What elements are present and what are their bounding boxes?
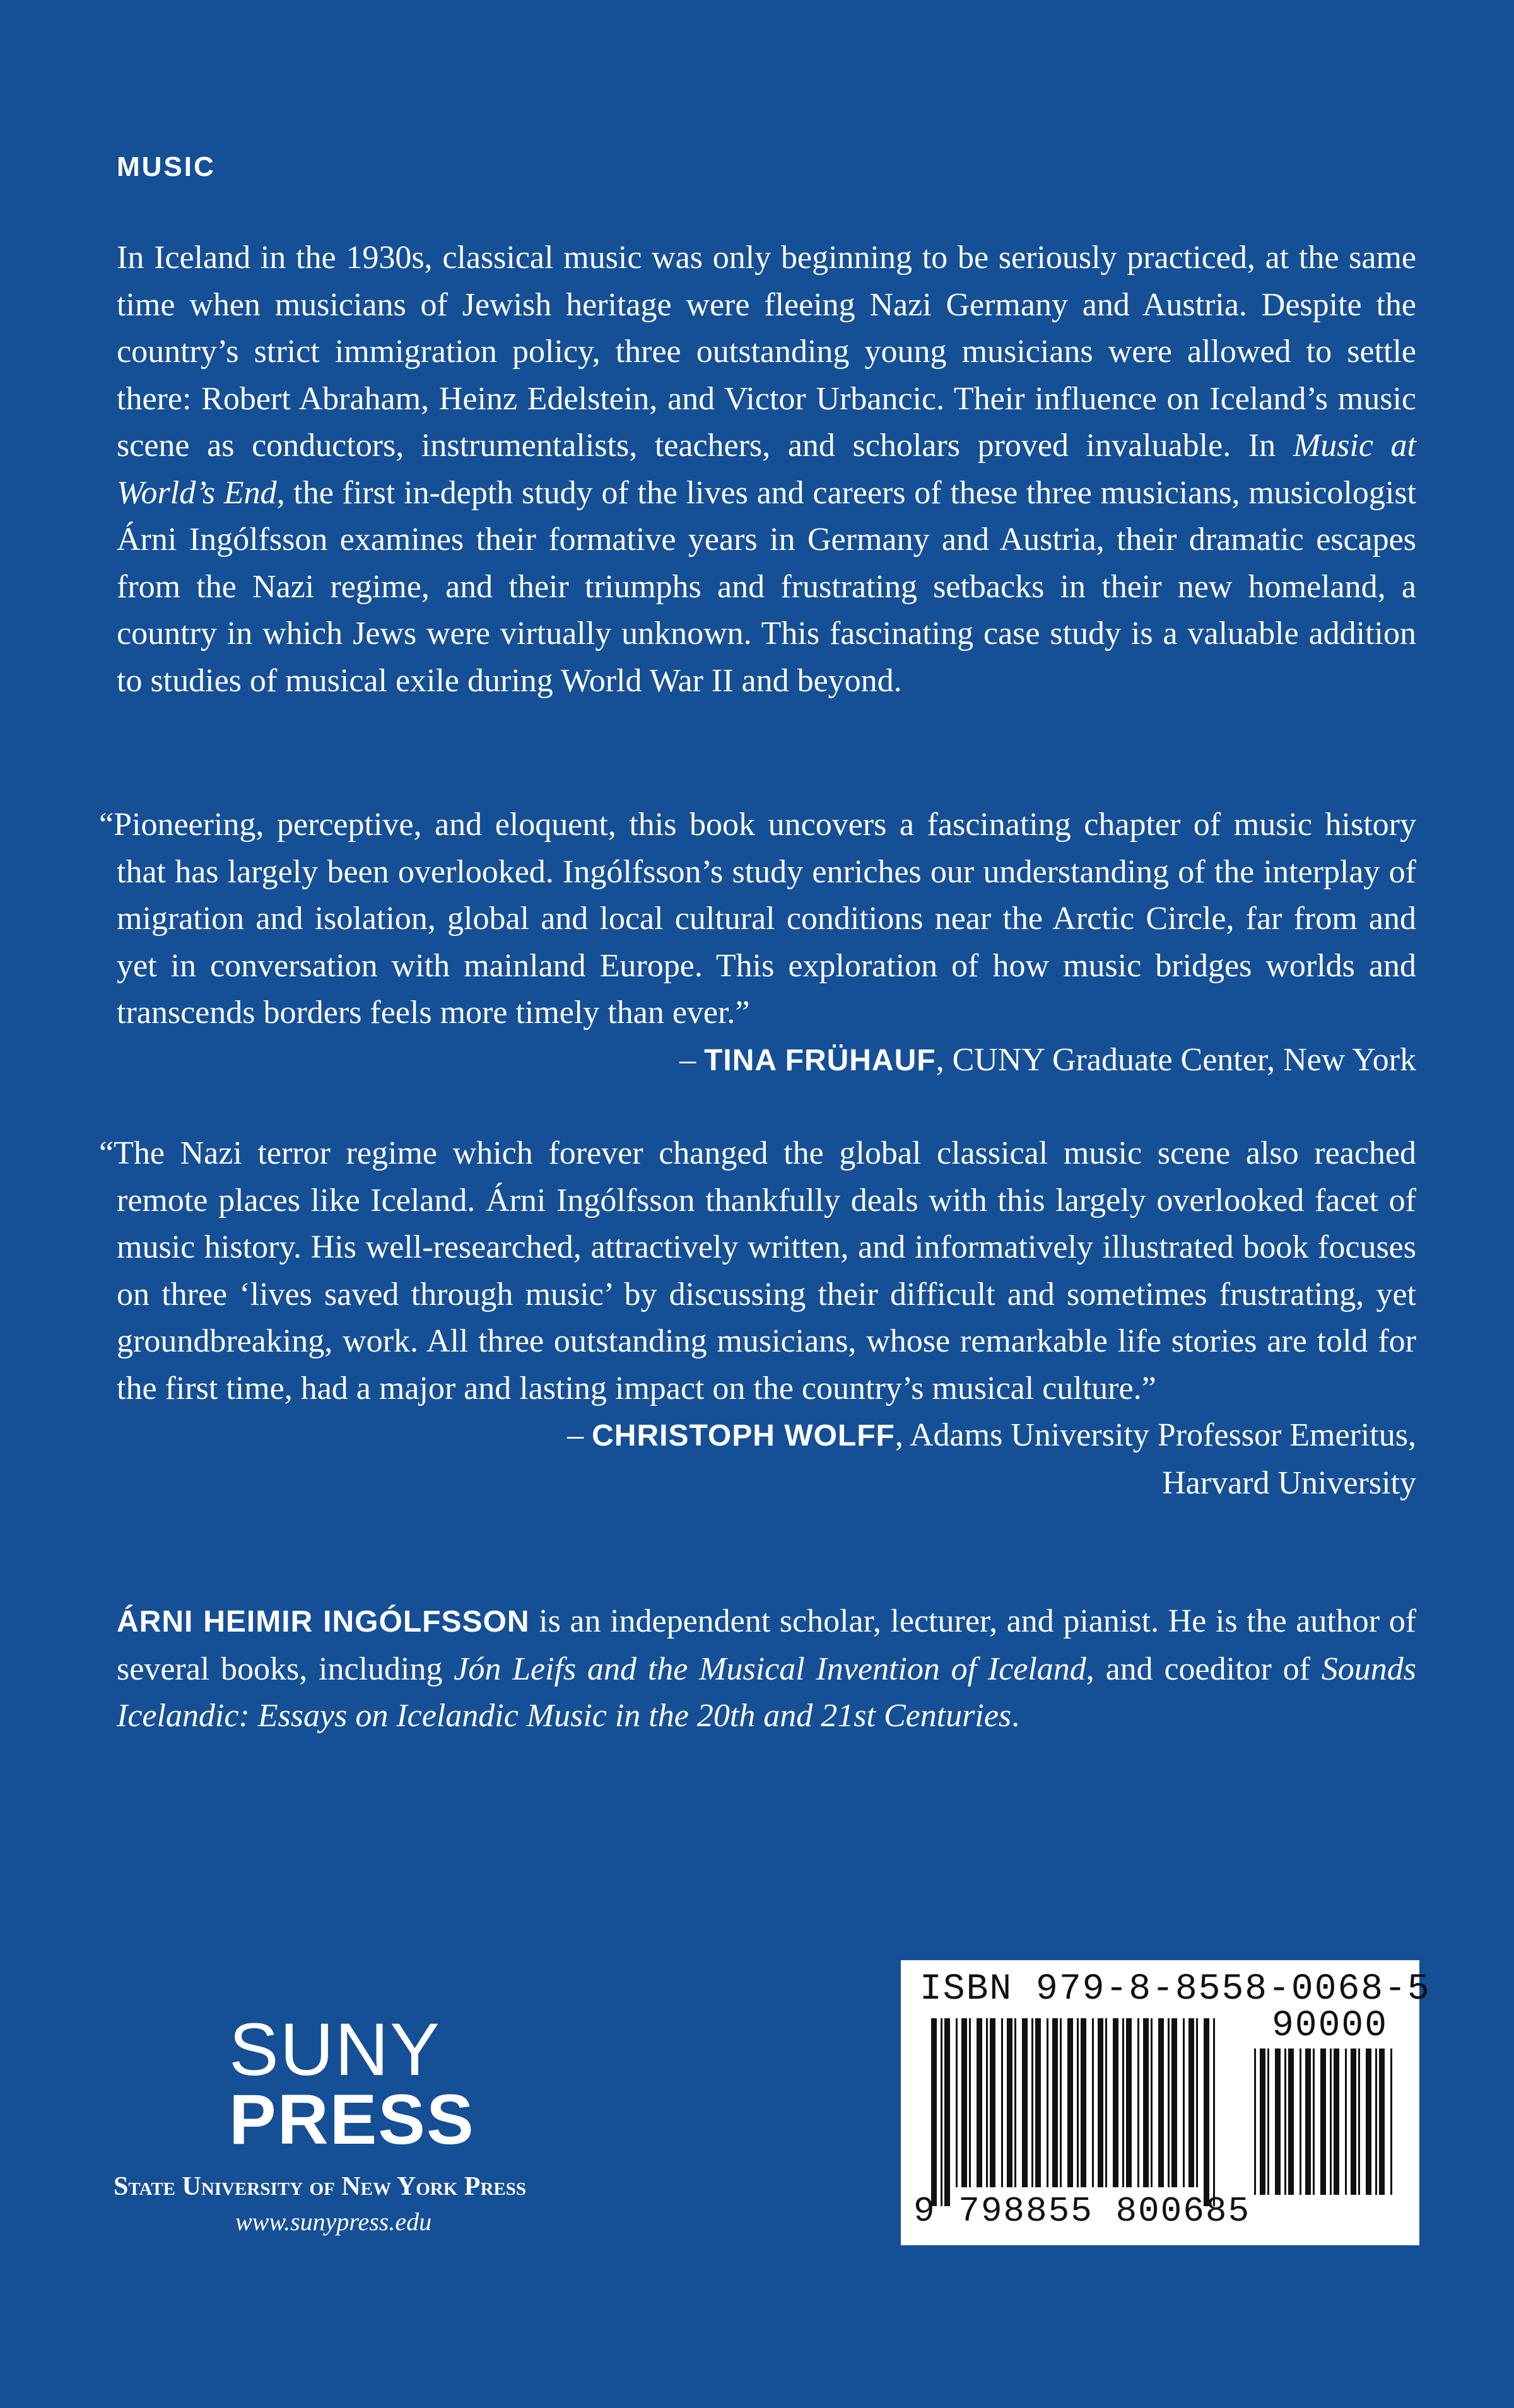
logo-press: PRESS <box>229 2080 475 2159</box>
quote-1-text: “Pioneering, perceptive, and eloquent, this book uncovers a fascinating chapter of music history that has largely been overlooked. Ingólfsson’s study enriches our understanding of the interplay of migration and isolation, global and local cultural conditions near the Arctic Circle, far from and yet in conversation with mainland Europe. This exploration of how music bridges worlds and transcends borders feels more timely than ever.” <box>99 807 1416 1031</box>
isbn-label: ISBN 979-8-8558-0068-5 <box>920 1969 1431 2010</box>
barcode-bar <box>1267 2049 1269 2195</box>
barcode-bar <box>1151 2018 1153 2187</box>
barcode-bar <box>1330 2049 1332 2195</box>
barcode-bar <box>956 2018 958 2187</box>
author-bio-text-2: , and coeditor of <box>1086 1651 1322 1687</box>
barcode-bar <box>990 2018 995 2187</box>
barcode-bar <box>1014 2018 1016 2187</box>
barcode-bar <box>986 2018 988 2187</box>
book-description <box>117 235 1416 704</box>
book-title: Music at World’s End <box>117 428 1416 511</box>
publisher-url: www.sunypress.edu <box>235 2207 432 2236</box>
barcode-bar <box>1060 2018 1062 2187</box>
barcode-bar <box>1098 2018 1103 2187</box>
barcode-bar <box>1300 2049 1301 2195</box>
author-book-1: Jón Leifs and the Musical Invention of Iceland <box>454 1651 1086 1687</box>
ean-number: 9 798855 800685 <box>913 2191 1251 2231</box>
barcode-bar <box>1254 2049 1256 2195</box>
barcode-bar <box>1390 2049 1392 2195</box>
barcode-bar <box>1379 2049 1385 2195</box>
description-text-start: In Iceland in the 1930s, classical music was only beginning to be seriously practiced, at the same time when musicians of Jewish heritage were fleeing Nazi Germany and Austria. Despite the country’s strict immigration policy, three outstanding young musicians were allowed to settle there: Robert Abraham, Heinz Edelstein, and Victor Urbancic. Their influence on Iceland’s music scene as conductors, instrumentalists, teachers, and scholars proved invaluable. In <box>117 240 1416 464</box>
category-label: MUSIC <box>117 151 216 182</box>
barcode-bar <box>1105 2018 1107 2187</box>
barcode-bar <box>941 2018 942 2206</box>
main-barcode-bars <box>931 2018 1215 2206</box>
endorsement-quote-1 <box>99 802 1416 1084</box>
barcode-bar <box>1334 2049 1339 2195</box>
barcode-bar <box>1035 2018 1041 2187</box>
barcode-bar <box>1213 2018 1215 2206</box>
barcode-bar <box>1204 2018 1209 2206</box>
barcode-bar <box>1001 2018 1003 2187</box>
addon-barcode-bars <box>1254 2049 1392 2195</box>
barcode-bar <box>977 2018 982 2187</box>
barcode-bar <box>1358 2049 1360 2195</box>
barcode-bar <box>1126 2018 1132 2187</box>
barcode-bar <box>1366 2049 1371 2195</box>
barcode-bar <box>1092 2018 1094 2187</box>
barcode-bar <box>1313 2049 1315 2195</box>
barcode-bar <box>1171 2018 1177 2187</box>
barcode-bar <box>961 2018 967 2187</box>
endorsement-quote-2 <box>99 1130 1416 1507</box>
quote-1-attribution <box>117 1037 1416 1085</box>
quote-1-author: TINA FRÜHAUF <box>704 1043 936 1077</box>
barcode-bar <box>1158 2018 1164 2187</box>
barcode-bar <box>1351 2049 1356 2195</box>
quote-2-dash: – <box>567 1417 592 1453</box>
barcode-bar <box>1284 2049 1286 2195</box>
author-name: ÁRNI HEIMIR INGÓLFSSON <box>117 1605 530 1639</box>
isbn-barcode <box>901 1960 1431 2245</box>
barcode-bar <box>1137 2018 1139 2187</box>
quote-2-author: CHRISTOPH WOLFF <box>592 1419 895 1452</box>
barcode-bar <box>1183 2018 1185 2187</box>
author-book-2: Sounds Icelandic: Essays on Icelandic Music in the 20th and 21st Centuries <box>117 1651 1416 1734</box>
publisher-logo <box>114 2008 580 2236</box>
barcode-bar <box>1143 2018 1149 2187</box>
barcode-bar <box>1022 2018 1028 2187</box>
barcode-bar <box>1345 2049 1347 2195</box>
quote-2-affiliation: , Adams University Professor Emeritus, <box>895 1417 1416 1453</box>
barcode-bar <box>1288 2049 1294 2195</box>
barcode-bar <box>1067 2018 1073 2187</box>
author-bio <box>117 1598 1416 1740</box>
barcode-bar <box>1007 2018 1012 2187</box>
barcode-bar <box>1275 2049 1281 2195</box>
barcode-bar <box>1305 2049 1311 2195</box>
barcode-bar <box>1122 2018 1124 2187</box>
barcode-bar <box>969 2018 971 2187</box>
barcode-bar <box>1081 2018 1086 2187</box>
description-text-end: , the first in-depth study of the lives and careers of these three musicians, musicologist Árni Ingólfsson examines their formative years in Germany and Austria, their dramatic escapes from the Nazi regime, and their triumphs and frustrating setbacks in their new homeland, a country in which Jews were virtually unknown. This fascinating case study is a valuable addition to studies of musical exile during World War II and beyond. <box>117 474 1417 699</box>
quote-2-text: “The Nazi terror regime which forever changed the global classical music scene also reached remote places like Iceland. Árni Ingólfsson thankfully deals with this largely overlooked facet of music history. His well-researched, attractively written, and informatively illustrated book focuses on three ‘lives saved through music’ by discussing their difficult and sometimes frustrating, yet groundbreaking, work. All three outstanding musicians, whose remarkable life stories are told for the first time, had a major and lasting impact on the country’s musical culture.” <box>99 1135 1416 1406</box>
barcode-bar <box>1188 2018 1194 2187</box>
barcode-bar <box>1047 2018 1048 2187</box>
quote-1-dash: – <box>679 1041 705 1078</box>
barcode-bar <box>1052 2018 1058 2187</box>
barcode-bar <box>931 2018 937 2206</box>
price-addon-code: 90000 <box>1271 2006 1388 2047</box>
barcode-bar <box>1113 2018 1118 2187</box>
barcode-bar <box>1077 2018 1079 2187</box>
barcode-bar <box>1168 2018 1170 2187</box>
barcode-bar <box>944 2018 950 2206</box>
barcode-bar <box>1320 2049 1326 2195</box>
quote-2-attribution <box>117 1412 1416 1460</box>
barcode-bar <box>1260 2049 1265 2195</box>
barcode-bar <box>1196 2018 1198 2187</box>
quote-2-affiliation-line2: Harvard University <box>1162 1464 1416 1501</box>
publisher-name: State University of New York Press <box>114 2172 526 2201</box>
barcode-bar <box>1031 2018 1033 2187</box>
barcode-bar <box>1375 2049 1377 2195</box>
author-bio-text-1: is an independent scholar, lecturer, and pianist. He is the author of several books, including <box>117 1603 1417 1687</box>
author-bio-text-3: . <box>1011 1698 1020 1734</box>
quote-1-affiliation: , CUNY Graduate Center, New York <box>936 1041 1416 1078</box>
logo-suny: SUNY <box>229 2008 441 2091</box>
